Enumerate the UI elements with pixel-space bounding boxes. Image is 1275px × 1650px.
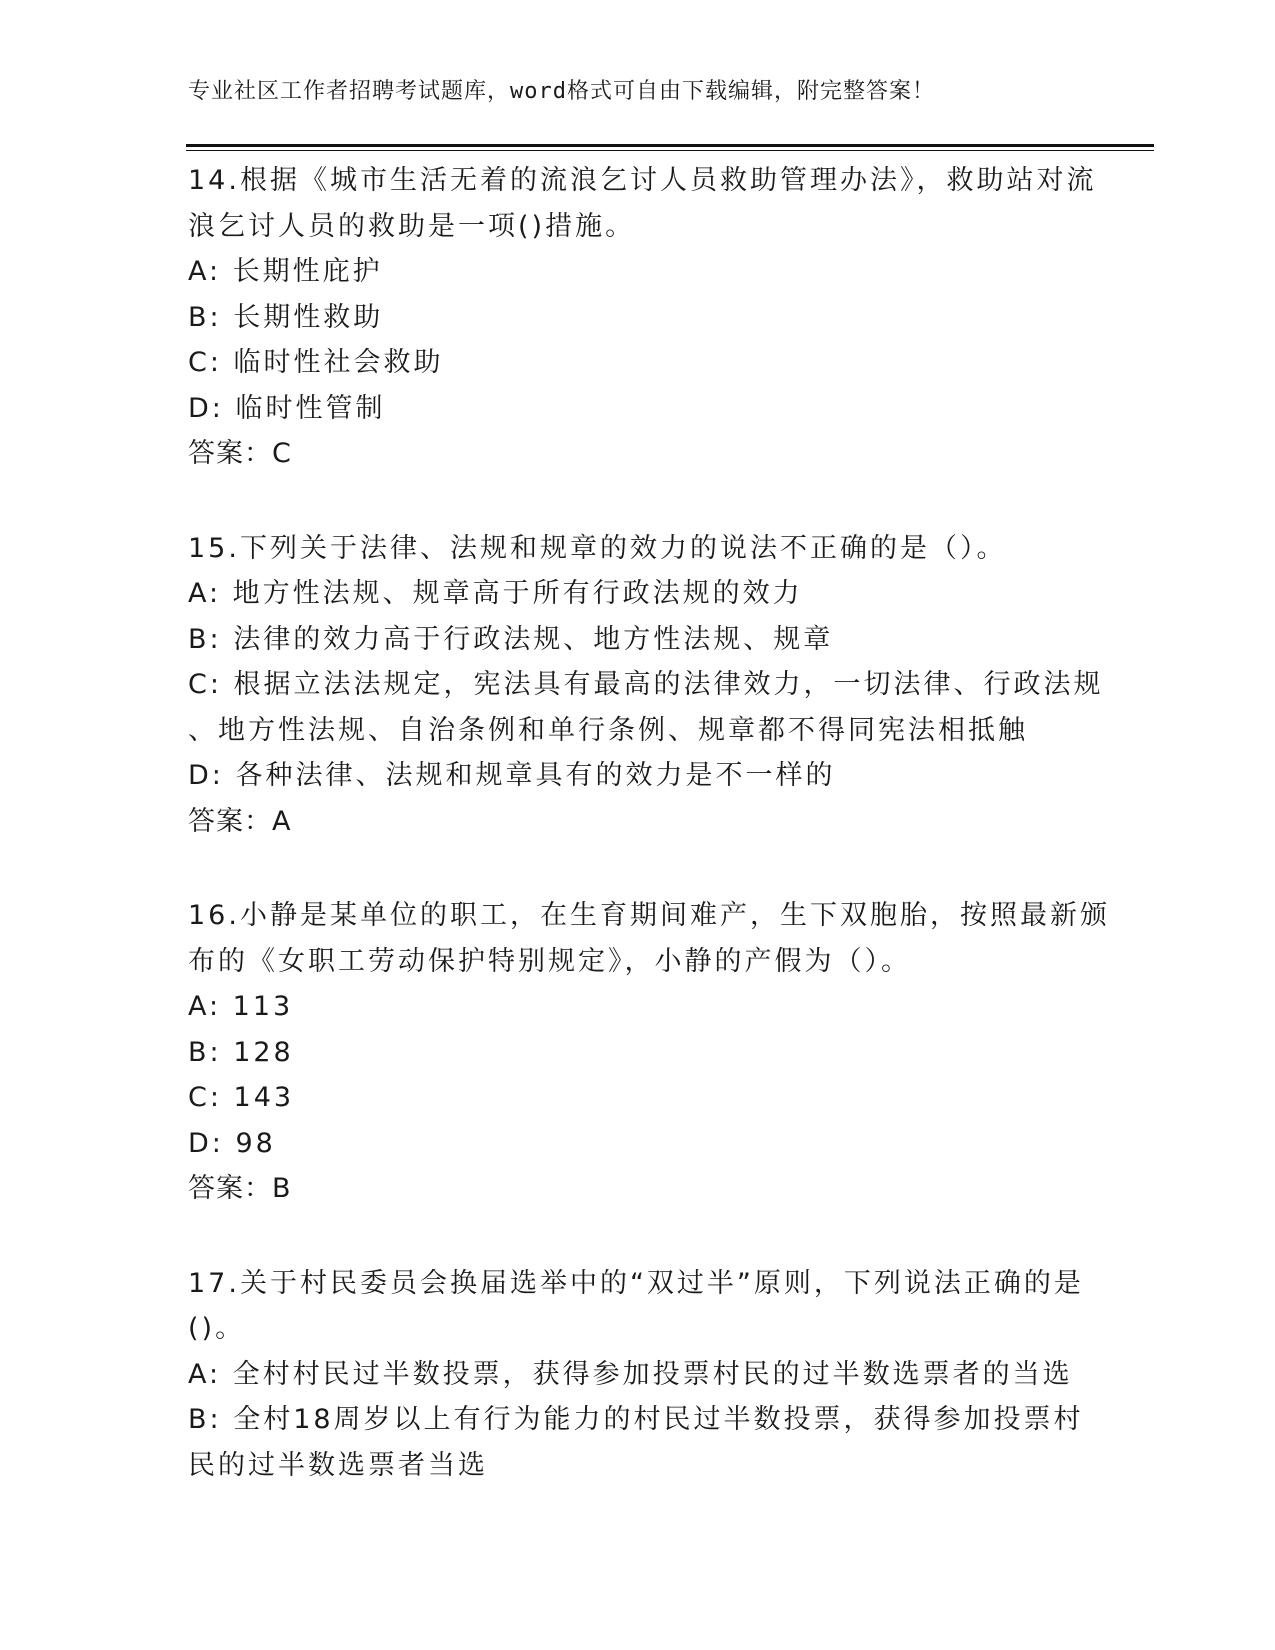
option-a: A: 地方性法规、规章高于所有行政法规的效力: [188, 578, 803, 609]
question-15: [188, 526, 1104, 845]
option-d: D: 临时性管制: [188, 392, 386, 424]
question-text: 布的《女职工劳动保护特别规定》，小静的产假为（）。: [188, 945, 911, 977]
option-b: B: 法律的效力高于行政法规、地方性法规、规章: [188, 623, 834, 655]
question-16: [188, 893, 1110, 1212]
question-14: [188, 158, 1097, 477]
option-c: C: 根据立法法规定，宪法具有最高的法律效力，一切法律、行政法规: [188, 669, 1104, 700]
question-text: 16.小静是某单位的职工，在生育期间难产，生下双胞胎，按照最新颁: [188, 900, 1110, 931]
question-list: [188, 158, 1110, 1537]
option-d: D: 各种法律、法规和规章具有的效力是不一样的: [188, 760, 836, 791]
option-a: A: 全村村民过半数投票，获得参加投票村民的过半数选票者的当选: [188, 1358, 1073, 1390]
option-d: D: 98: [188, 1127, 276, 1159]
question-17: [188, 1261, 1088, 1489]
answer: 答案：C: [188, 438, 292, 469]
question-text: 15.下列关于法律、法规和规章的效力的说法不正确的是（）。: [188, 532, 1007, 564]
question-text: 17.关于村民委员会换届选举中的“双过半”原则，下列说法正确的是: [188, 1267, 1084, 1299]
header-divider-thin: [186, 150, 1154, 151]
option-a: A: 113: [188, 991, 294, 1022]
option-b: B: 128: [188, 1036, 294, 1068]
answer: 答案：B: [188, 1173, 292, 1204]
option-c: C: 143: [188, 1082, 295, 1113]
answer: 答案：A: [188, 805, 292, 837]
option-b: B: 全村18周岁以上有行为能力的村民过半数投票，获得参加投票村: [188, 1404, 1084, 1435]
option-b: B: 长期性救助: [188, 301, 384, 333]
option-a: A: 长期性庇护: [188, 256, 383, 287]
header-divider-thick: [186, 144, 1154, 147]
question-text: ()。: [188, 1313, 246, 1344]
page-header: 专业社区工作者招聘考试题库，word格式可自由下载编辑，附完整答案！: [188, 79, 935, 104]
question-text: 14.根据《城市生活无着的流浪乞讨人员救助管理办法》，救助站对流: [188, 165, 1097, 196]
question-text: 浪乞讨人员的救助是一项()措施。: [188, 210, 636, 242]
option-b-continued: 民的过半数选票者当选: [188, 1449, 488, 1481]
option-c: C: 临时性社会救助: [188, 347, 444, 378]
option-c-continued: 、地方性法规、自治条例和单行条例、规章都不得同宪法相抵触: [188, 714, 1028, 746]
